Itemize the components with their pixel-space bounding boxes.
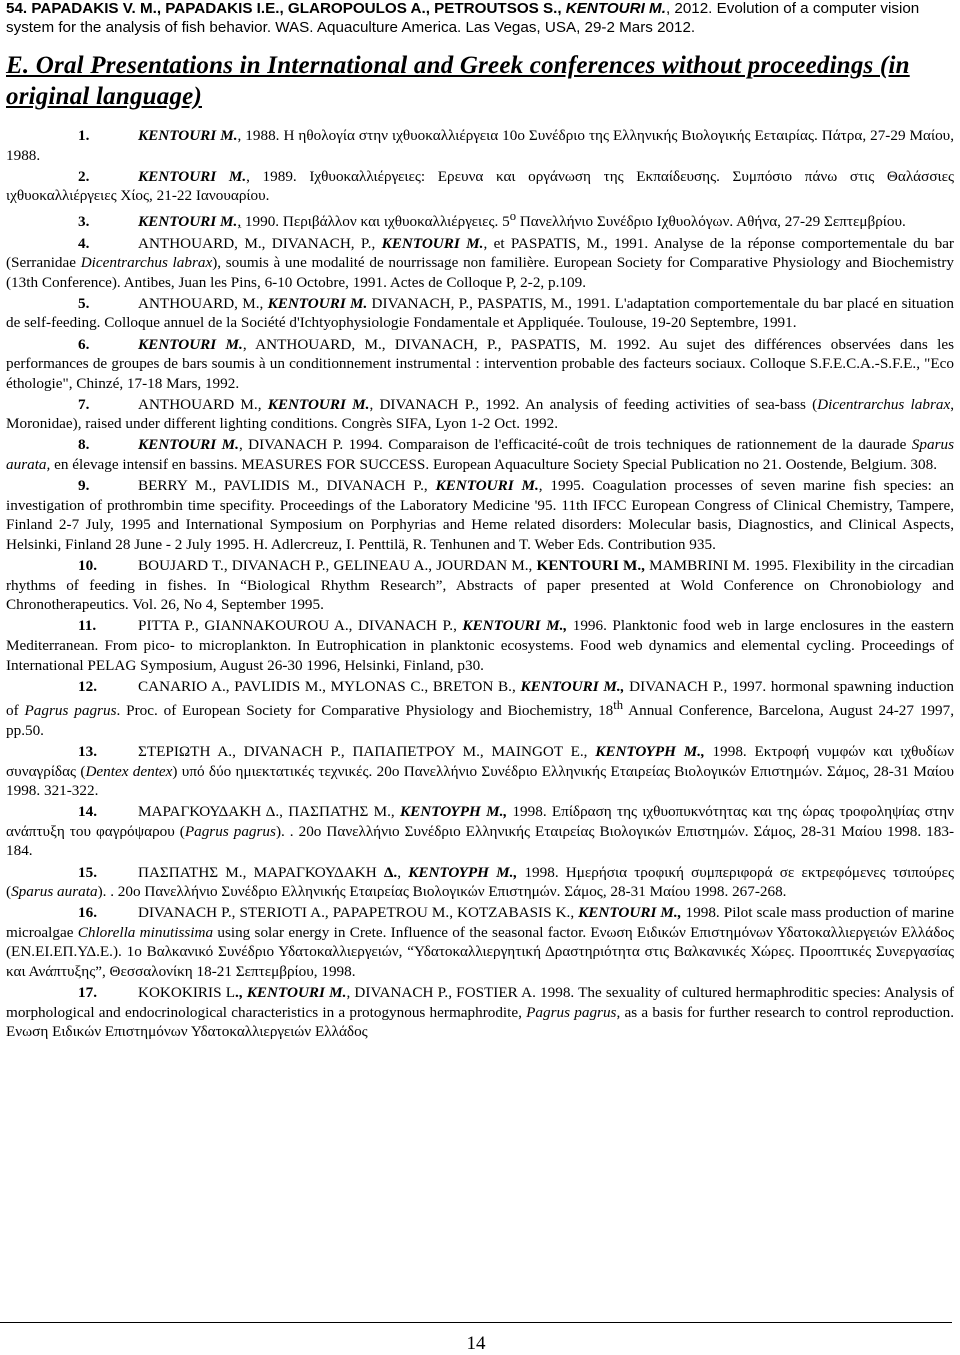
entry-text: BOUJARD T., DIVANACH P., GELINEAU A., JOURDAN M., KENTOURI M., MAMBRINI M. 1995. Flexibility in the circadian rhythms of feeding in fishes. In “Biological Rhythm Research”, Abstracts of paper presented at Wold Conference on Chronobiology and Chronotherapeutics. Vol. 26, No 4, September 1995.	[6, 557, 954, 614]
list-item	[6, 207, 954, 232]
entry-number: 3.	[78, 213, 90, 231]
list-item	[6, 903, 954, 981]
entry-text: KENTOURI M., 1990. Περιβάλλον και ιχθυοκαλλιέργειες. $5^o$ Πανελλήνιο Συνέδριο Ιχθυολόγων. Αθήνα, 27-29 Σεπτεμβρίου.	[138, 209, 906, 231]
list-item	[6, 863, 954, 902]
entry-number: 16.	[78, 904, 97, 922]
entry-number: 12.	[78, 677, 97, 695]
footer-divider	[0, 1322, 952, 1323]
entry-number: 2.	[78, 167, 90, 185]
entry-text: ΣΤΕΡΙΩΤΗ Α., DIVANACH P., ΠΑΠΑΠΕΤΡΟΥ Μ., MAINGOT E., ΚΕΝΤΟΥΡΗ Μ., 1998. Εκτροφή νυμφών και ιχθυδίων συναγρίδας (Dentex dentex) υπό δύο ημιεκτατικές τεχνικές. 20ο Πανελλήνιο Συνέδριο Ελληνικής Εταιρείας Βιολογικών Επιστημών. Σάμος, 28-31 Μαίου 1998. 321-322.	[6, 742, 954, 800]
entry-text: DIVANACH P., STERIOTI A., PAPAPETROU M., KOTZABASIS K., KENTOURI M., 1998. Pilot scale mass production of marine microalgae Chlorella minutissima using solar energy in Crete. Influence of the seasonal factor. Ενωση Ειδικών Επιστημόνων Υδατοκαλλιεργειών Ελλάδος (ΕΝ.ΕΙ.ΕΠ.ΥΔ.Ε.). 1ο Βαλκανικό Συνέδριο Υδατοκαλλιεργειών, “Υδατοκαλλιεργητική Δραστηριότητα στις Βαλκανικές Χώρες. Προοπτικές Συνεργασίας και Ανάπτυξης”, Θεσσαλονίκη 18-21 Σεπτεμβρίου, 1998.	[6, 904, 954, 980]
entry-number: 8.	[78, 436, 90, 454]
entry-text: PITTA P., GIANNAKOUROU A., DIVANACH P., KENTOURI M., 1996. Planktonic food web in large enclosures in the eastern Mediterranean. From pico- to microplankton. In Eutrophication in planktonic ecosystems. Food web dynamics and elemental cycling. Proceedings of International PELAG Symposium, August 26-30 1996, Helsinki, Finland, p30.	[6, 617, 954, 674]
entry-text: CANARIO A., PAVLIDIS M., MYLONAS C., BRETON B., KENTOURI M., DIVANACH P., 1997. hormonal spawning induction of Pagrus pagrus. Proc. of European Society for Comparative Physiology and Biochemistry, 18th Annual Conference, Barcelona, August 24-27 1997, pp.50.	[6, 677, 955, 739]
list-item	[6, 126, 954, 165]
top-entry	[6, 0, 954, 37]
entry-text: ΠΑΣΠΑΤΗΣ Μ., ΜΑΡΑΓΚΟΥΔΑΚΗ Δ., ΚΕΝΤΟΥΡΗ Μ., 1998. Ημερήσια τροφική συμπεριφορά σε εκτρεφόμενες τσιπούρες (Sparus aurata). . 20ο Πανελλήνιο Συνέδριο Ελληνικής Εταιρείας Βιολογικών Επιστημών. Σάμος, 28-31 Μαίου 1998. 267-268.	[6, 863, 954, 901]
top-entry-author-highlight: KENTOURI M.	[565, 0, 666, 17]
entry-text: KENTOURI M., ANTHOUARD, M., DIVANACH, P., PASPATIS, M. 1992. Au sujet des différences observées dans les performances de groupes de bars soumis à un conditionnement instrumental : intervention probable des facteurs sociaux. Colloque S.F.E.C.A.-S.F.E., "Eco éthologie", Chinzé, 17-18 Mars, 1992.	[6, 335, 954, 392]
top-entry-text: , 2012. Evolution of a computer vision system for the analysis of fish behavior. WAS. Aquaculture America. Las Vegas, USA, 29-2 Mars 2012.	[6, 0, 920, 36]
list-item	[6, 435, 954, 474]
entry-text: KENTOURI M., 1989. Ιχθυοκαλλιέργειες: Ερευνα και οργάνωση της Εκπαίδευσης. Συμπόσιο πάνω στις Θαλάσσιες ιχθυοκαλλιέργειες Χίος, 21-22 Ιανουαρίου.	[6, 167, 954, 205]
entry-text: ANTHOUARD, M., KENTOURI M. DIVANACH, P., PASPATIS, M., 1991. L'adaptation comportementale du bar placé en situation de self-feeding. Colloque annuel de la Société d'Ichtyophysiologie Fondamentale et Appliquée. Toulouse, 19-20 Septembre, 1991.	[6, 294, 954, 332]
entry-number: 6.	[78, 335, 90, 353]
entry-list	[6, 126, 954, 1042]
list-item	[6, 294, 954, 333]
document-page	[6, 0, 954, 1043]
entry-number: 17.	[78, 984, 97, 1002]
page-number: 14	[466, 1333, 486, 1354]
entry-text: KOKOKIRIS L., KENTOURI M., DIVANACH P., FOSTIER A. 1998. The sexuality of cultured hermaphroditic species: Analysis of morphological and endocrinological characteristics in a protogynous hermaphrodite, Pagrus pagrus, as a basis for further research to control reproduction. Ενωση Ειδικών Επιστημόνων Υδατοκαλλιεργειών Ελλάδος	[6, 984, 955, 1041]
entry-text: ANTHOUARD M., KENTOURI M., DIVANACH P., 1992. An analysis of feeding activities of sea-bass (Dicentrarchus labrax, Moronidae), raised under different lighting conditions. Congrès SIFA, Lyon 1-2 Oct. 1992.	[6, 395, 955, 433]
top-entry-number: 54.	[6, 0, 28, 17]
entry-text: ANTHOUARD, M., DIVANACH, P., KENTOURI M., et PASPATIS, M., 1991. Analyse de la réponse comportementale du bar (Serranidae Dicentrarchus labrax), soumis à une modalité de nourrissage non familière. European Society for Comparative Physiology and Biochemistry (13th Conference). Antibes, Juan les Pins, 6-10 Octobre, 1991. Actes de Colloque P, 2-2, p.109.	[6, 234, 954, 291]
list-item	[6, 167, 954, 206]
entry-number: 14.	[78, 803, 97, 821]
list-item	[6, 677, 954, 741]
list-item	[6, 395, 954, 434]
list-item	[6, 335, 954, 394]
entry-number: 9.	[78, 477, 90, 495]
list-item	[6, 802, 954, 861]
entry-number: 15.	[78, 863, 97, 881]
list-item	[6, 234, 954, 293]
entry-text: KENTOURI M., 1988. Η ηθολογία στην ιχθυοκαλλιέργεια 10ο Συνέδριο της Ελληνικής Βιολογικής Εεταιρίας. Πάτρα, 27-29 Μαίου, 1988.	[6, 127, 954, 164]
list-item	[6, 556, 954, 615]
entry-number: 1.	[78, 127, 90, 144]
entry-text: BERRY M., PAVLIDIS M., DIVANACH P., KENTOURI M., 1995. Coagulation processes of seven marine fish species: an investigation of prothrombin time specifity. Proceedings of the Laboratory Medicine '95. 11th IFCC European Congress of Clinical Chemistry, Tampere, Finland 2-7 July, 1995 and International Symposium on Porphyrias and Heme related disorders: Molecular basis, Diagnostics, and Clinical Aspects, Helsinki, Finland 28 June - 2 July 1995. H. Adlercreuz, I. Penttilä, R. Tenhunen and T. Weber Eds. Contribution 935.	[6, 477, 954, 553]
entry-number: 11.	[78, 617, 97, 635]
entry-number: 7.	[78, 395, 90, 413]
top-entry-authors: PAPADAKIS V. M., PAPADAKIS I.E., GLAROPOULOS A., PETROUTSOS S.,	[31, 0, 566, 17]
entry-number: 4.	[78, 234, 90, 252]
entry-text: KENTOURI M., DIVANACH P. 1994. Comparaison de l'efficacité-coût de trois techniques de rationnement de la daurade Sparus aurata, en élevage intensif en bassins. MEASURES FOR SUCCESS. European Aquaculture Society Special Publication no 21. Oostende, Belgium. 308.	[6, 436, 954, 474]
entry-number: 10.	[78, 557, 97, 575]
list-item	[6, 742, 954, 801]
list-item	[6, 476, 954, 554]
section-heading: E. Oral Presentations in International and Greek conferences without proceedings (in original language)	[6, 52, 910, 110]
list-item	[6, 616, 954, 675]
list-item	[6, 983, 954, 1042]
entry-text: ΜΑΡΑΓΚΟΥΔΑΚΗ Δ., ΠΑΣΠΑΤΗΣ Μ., ΚΕΝΤΟΥΡΗ Μ., 1998. Επίδραση της ιχθυοπυκνότητας και της ώρας τροφοληψίας στην ανάπτυξη του φαγρόψαρου (Pagrus pagrus). . 20ο Πανελλήνιο Συνέδριο Ελληνικής Εταιρείας Βιολογικών Επιστημών. Σάμος, 28-31 Μαίου 1998. 183-184.	[6, 803, 955, 860]
entry-number: 13.	[78, 742, 97, 760]
entry-number: 5.	[78, 294, 90, 312]
